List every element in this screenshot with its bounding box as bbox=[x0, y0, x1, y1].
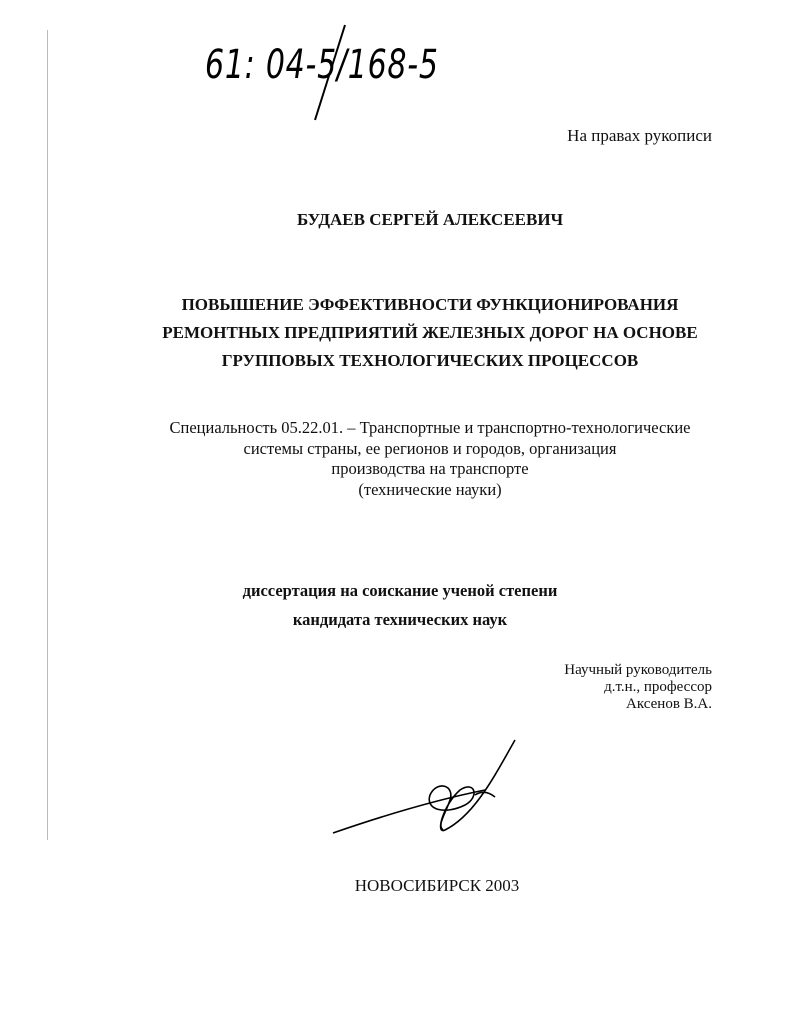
author-name: БУДАЕВ СЕРГЕЙ АЛЕКСЕЕВИЧ bbox=[296, 210, 564, 229]
advisor-line: Аксенов В.А. bbox=[626, 696, 712, 712]
title-line: ГРУППОВЫХ ТЕХНОЛОГИЧЕСКИХ ПРОЦЕССОВ bbox=[221, 351, 639, 370]
thesis-title bbox=[0, 291, 799, 375]
scientific-advisor bbox=[564, 662, 712, 713]
specialty-line: Специальность 05.22.01. – Транспортные и транспортно-технологические bbox=[169, 418, 691, 437]
handwritten-registration-number: 61: 04-5/168-5 bbox=[205, 42, 439, 88]
city-year: НОВОСИБИРСК 2003 bbox=[354, 876, 520, 895]
advisor-line: д.т.н., профессор bbox=[604, 679, 712, 695]
specialty-line: системы страны, ее регионов и городов, организация bbox=[243, 438, 617, 458]
title-line: ПОВЫШЕНИЕ ЭФФЕКТИВНОСТИ ФУНКЦИОНИРОВАНИЯ bbox=[181, 295, 679, 314]
manuscript-note: На правах рукописи bbox=[567, 126, 712, 145]
specialty-line: (технические науки) bbox=[358, 479, 502, 499]
advisor-line: Научный руководитель bbox=[564, 662, 712, 678]
degree bbox=[0, 576, 799, 634]
handwritten-slash bbox=[300, 20, 360, 130]
title-line: РЕМОНТНЫХ ПРЕДПРИЯТИЙ ЖЕЛЕЗНЫХ ДОРОГ НА ОСНОВЕ bbox=[162, 323, 698, 342]
specialty bbox=[0, 418, 799, 500]
specialty-line: производства на транспорте bbox=[331, 459, 529, 478]
degree-line: диссертация на соискание ученой степени bbox=[242, 581, 558, 600]
signature bbox=[325, 735, 525, 840]
degree-line: кандидата технических наук bbox=[292, 610, 508, 629]
